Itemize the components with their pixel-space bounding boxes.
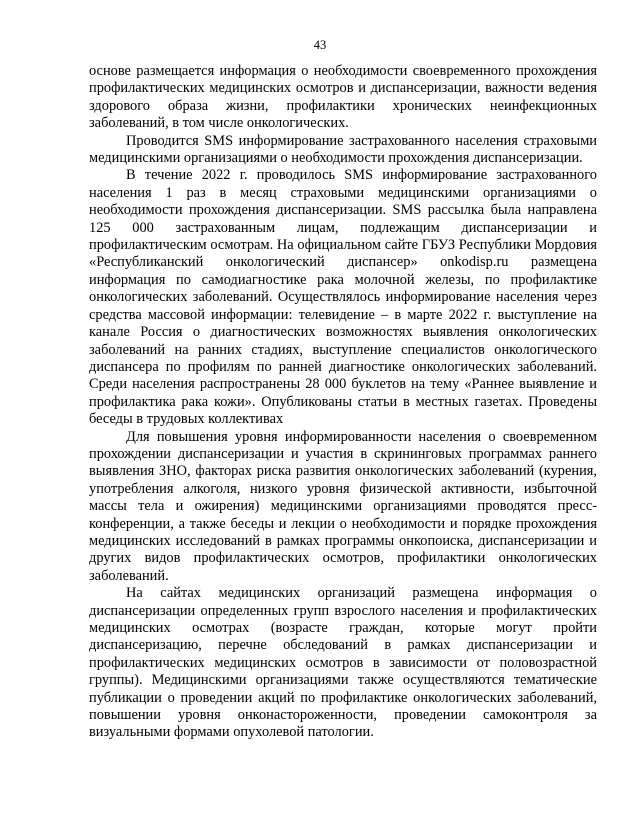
paragraph-continuation: основе размещается информация о необходимости своевременного прохождения профилактических медицинских осмотров и диспансеризации, важности ведения здорового образа жизни, профилактики хронических неинфекционных заболеваний, в том числе онкологических. <box>89 63 597 132</box>
document-body <box>89 63 597 742</box>
paragraph-2022-campaign: В течение 2022 г. проводилось SMS информирование застрахованного населения 1 раз в месяц страховыми медицинскими организациями о необходимости прохождения диспансеризации. SMS рассылка была направлена 125 000 застрахованным лицам, подлежащим диспансеризации и профилактическим осмотрам. На официальном сайте ГБУЗ Республики Мордовия «Республиканский онкологический диспансер» onkodisp.ru размещена информация по самодиагностике рака молочной железы, по профилактике онкологических заболеваний. Осуществлялось информирование населения через средства массовой информации: телевидение – в марте 2022 г. выступление на канале Россия о диагностических возможностях выявления онкологических заболеваний на ранних стадиях, выступление специалистов онкологического диспансера по профилям по ранней диагностике онкологических заболеваний. Среди населения распространены 28 000 буклетов на тему «Раннее выявление и профилактика рака кожи». Опубликованы статьи в местных газетах. Проведены беседы в трудовых коллективах <box>89 167 597 428</box>
paragraph-sms-informing: Проводится SMS информирование застрахованного населения страховыми медицинскими организациями о необходимости прохождения диспансеризации. <box>89 132 597 167</box>
paragraph-website-info: На сайтах медицинских организаций размещена информация о диспансеризации определенных групп взрослого населения и профилактических медицинских осмотрах (возрасте граждан, которые могут пройти диспансеризацию, перечне обследований в рамках диспансеризации и профилактических медицинских осмотров в зависимости от половозрастной группы). Медицинскими организациями также осуществляются тематические публикации о проведении акций по профилактике онкологических заболеваний, повышении уровня онконастороженности, проведении самоконтроля за визуальными формами опухолевой патологии. <box>89 585 597 741</box>
page-number: 43 <box>313 38 327 52</box>
paragraph-awareness-measures: Для повышения уровня информированности населения о своевременном прохождении диспансеризации и участия в скрининговых программах раннего выявления ЗНО, факторах риска развития онкологических заболеваний (курения, употребления алкоголя, низкого уровня физической активности, избыточной массы тела и ожирения) медицинскими организациями проводятся пресс-конференции, а также беседы и лекции о необходимости и порядке прохождения медицинских исследований в рамках программы онкопоиска, диспансеризации и других видов профилактических осмотров, профилактики онкологических заболеваний. <box>89 428 597 584</box>
